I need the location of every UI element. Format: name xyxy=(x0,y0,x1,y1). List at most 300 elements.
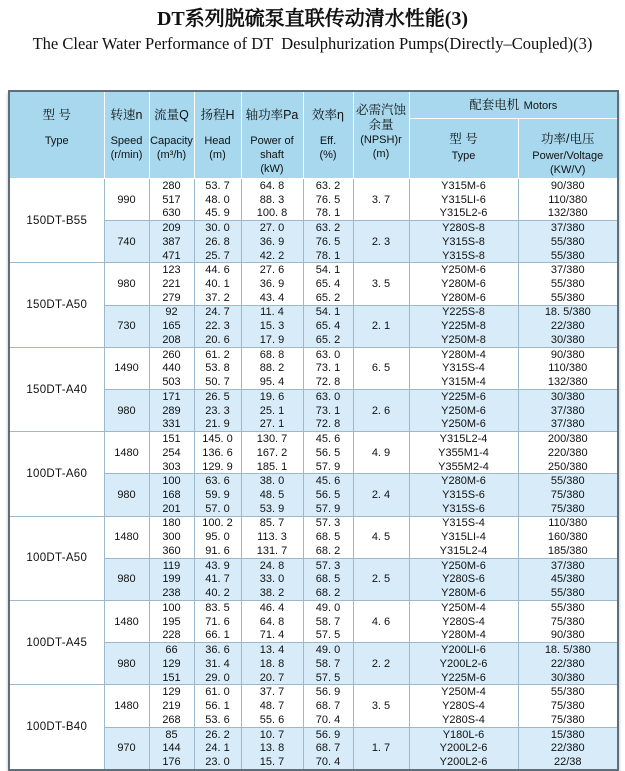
head-cell: 53. 6 xyxy=(194,713,241,727)
eff-cell: 45. 6 xyxy=(303,474,353,488)
shaft-power-cell: 85. 7 xyxy=(241,516,303,530)
head-cell: 53. 7 xyxy=(194,179,241,193)
head-cell: 23. 0 xyxy=(194,755,241,770)
motor-type-cell: Y250M-4 xyxy=(409,601,518,615)
shaft-power-cell: 27. 6 xyxy=(241,263,303,277)
eff-cell: 49. 0 xyxy=(303,601,353,615)
head-cell: 136. 6 xyxy=(194,446,241,460)
col-header-shaft-power-en3: (kW) xyxy=(260,163,284,175)
capacity-cell: 100 xyxy=(149,601,194,615)
motor-power-cell: 18. 5/380 xyxy=(518,305,618,319)
head-cell: 59. 9 xyxy=(194,488,241,502)
col-header-head xyxy=(194,91,241,179)
npsh-cell: 4. 5 xyxy=(353,516,409,558)
shaft-power-cell: 13. 4 xyxy=(241,643,303,657)
motor-type-cell: Y355M1-4 xyxy=(409,446,518,460)
eff-cell: 57. 9 xyxy=(303,460,353,474)
motor-type-cell: Y250M-6 xyxy=(409,417,518,431)
col-header-shaft-power-cn: 轴功率Pa xyxy=(245,108,299,122)
eff-cell: 65. 4 xyxy=(303,319,353,333)
head-cell: 26. 8 xyxy=(194,235,241,249)
motor-power-cell: 75/380 xyxy=(518,699,618,713)
table-row xyxy=(9,347,618,361)
eff-cell: 63. 0 xyxy=(303,347,353,361)
head-cell: 24. 7 xyxy=(194,305,241,319)
eff-cell: 68. 5 xyxy=(303,530,353,544)
capacity-cell: 151 xyxy=(149,432,194,446)
col-header-eff-en1: Eff. xyxy=(319,135,337,147)
motor-power-cell: 30/380 xyxy=(518,390,618,404)
motor-type-cell: Y315S-4 xyxy=(409,362,518,376)
npsh-cell: 4. 6 xyxy=(353,601,409,643)
motor-power-cell: 37/380 xyxy=(518,221,618,235)
head-cell: 45. 9 xyxy=(194,206,241,220)
eff-cell: 73. 1 xyxy=(303,362,353,376)
capacity-cell: 208 xyxy=(149,333,194,347)
shaft-power-cell: 88. 2 xyxy=(241,362,303,376)
motor-type-cell: Y315M-6 xyxy=(409,179,518,193)
shaft-power-cell: 24. 8 xyxy=(241,558,303,572)
col-header-head-en1: Head xyxy=(204,135,231,147)
col-header-motor-type xyxy=(409,119,518,179)
motor-type-cell: Y250M-6 xyxy=(409,558,518,572)
motor-type-cell: Y280M-6 xyxy=(409,586,518,600)
capacity-cell: 176 xyxy=(149,755,194,770)
capacity-cell: 66 xyxy=(149,643,194,657)
motor-power-cell: 37/380 xyxy=(518,417,618,431)
capacity-cell: 201 xyxy=(149,502,194,516)
motor-type-cell: Y355M2-4 xyxy=(409,460,518,474)
eff-cell: 54. 1 xyxy=(303,263,353,277)
shaft-power-cell: 64. 8 xyxy=(241,179,303,193)
capacity-cell: 440 xyxy=(149,362,194,376)
head-cell: 22. 3 xyxy=(194,319,241,333)
motor-power-cell: 55/380 xyxy=(518,291,618,305)
capacity-cell: 503 xyxy=(149,375,194,389)
motor-type-cell: Y280M-4 xyxy=(409,347,518,361)
speed-cell: 1480 xyxy=(104,601,149,643)
capacity-cell: 123 xyxy=(149,263,194,277)
capacity-cell: 387 xyxy=(149,235,194,249)
eff-cell: 68. 2 xyxy=(303,586,353,600)
col-header-capacity xyxy=(149,91,194,179)
eff-cell: 65. 2 xyxy=(303,291,353,305)
motor-type-cell: Y250M-8 xyxy=(409,333,518,347)
eff-cell: 70. 4 xyxy=(303,713,353,727)
motor-type-cell: Y315LI-4 xyxy=(409,530,518,544)
eff-cell: 73. 1 xyxy=(303,404,353,418)
head-cell: 36. 6 xyxy=(194,643,241,657)
col-header-type xyxy=(9,91,104,179)
capacity-cell: 168 xyxy=(149,488,194,502)
motor-power-cell: 22/380 xyxy=(518,657,618,671)
speed-cell: 980 xyxy=(104,390,149,432)
motor-type-cell: Y315L2-4 xyxy=(409,432,518,446)
speed-cell: 730 xyxy=(104,305,149,347)
motor-power-cell: 160/380 xyxy=(518,530,618,544)
head-cell: 37. 2 xyxy=(194,291,241,305)
eff-cell: 63. 0 xyxy=(303,390,353,404)
page-title-en: The Clear Water Performance of DT Desulphurization Pumps(Directly–Coupled)(3) xyxy=(32,34,593,53)
motor-power-cell: 75/380 xyxy=(518,615,618,629)
motor-type-cell: Y315S-8 xyxy=(409,235,518,249)
motor-type-cell: Y225M-8 xyxy=(409,319,518,333)
eff-cell: 68. 7 xyxy=(303,741,353,755)
capacity-cell: 85 xyxy=(149,727,194,741)
shaft-power-cell: 11. 4 xyxy=(241,305,303,319)
col-header-motor-type-cn: 型 号 xyxy=(449,132,478,146)
eff-cell: 57. 9 xyxy=(303,502,353,516)
motor-type-cell: Y280M-6 xyxy=(409,474,518,488)
npsh-cell: 2. 6 xyxy=(353,390,409,432)
shaft-power-cell: 37. 7 xyxy=(241,685,303,699)
motor-type-cell: Y280S-4 xyxy=(409,713,518,727)
pump-type-cell: 100DT-A60 xyxy=(9,432,104,516)
head-cell: 23. 3 xyxy=(194,404,241,418)
col-header-motor-power-en1: Power/Voltage xyxy=(532,150,604,162)
eff-cell: 68. 5 xyxy=(303,573,353,587)
motor-power-cell: 37/380 xyxy=(518,263,618,277)
capacity-cell: 280 xyxy=(149,179,194,193)
eff-cell: 45. 6 xyxy=(303,432,353,446)
capacity-cell: 331 xyxy=(149,417,194,431)
motor-type-cell: Y280S-4 xyxy=(409,699,518,713)
speed-cell: 990 xyxy=(104,179,149,221)
capacity-cell: 219 xyxy=(149,699,194,713)
capacity-cell: 517 xyxy=(149,193,194,207)
motor-power-cell: 30/380 xyxy=(518,333,618,347)
head-cell: 24. 1 xyxy=(194,741,241,755)
motor-type-cell: Y315S-8 xyxy=(409,249,518,263)
shaft-power-cell: 33. 0 xyxy=(241,573,303,587)
eff-cell: 57. 5 xyxy=(303,629,353,643)
col-header-capacity-cn: 流量Q xyxy=(154,108,189,122)
col-header-motor-power xyxy=(518,119,618,179)
shaft-power-cell: 64. 8 xyxy=(241,615,303,629)
motor-type-cell: Y250M-4 xyxy=(409,685,518,699)
eff-cell: 56. 5 xyxy=(303,446,353,460)
col-header-shaft-power xyxy=(241,91,303,179)
motor-type-cell: Y315L2-4 xyxy=(409,544,518,558)
motor-type-cell: Y250M-6 xyxy=(409,263,518,277)
motor-power-cell: 75/380 xyxy=(518,488,618,502)
col-header-motors-cn: 配套电机 xyxy=(469,98,520,112)
head-cell: 83. 5 xyxy=(194,601,241,615)
shaft-power-cell: 15. 7 xyxy=(241,755,303,770)
head-cell: 57. 0 xyxy=(194,502,241,516)
head-cell: 40. 2 xyxy=(194,586,241,600)
motor-power-cell: 45/380 xyxy=(518,573,618,587)
eff-cell: 57. 3 xyxy=(303,558,353,572)
speed-cell: 1490 xyxy=(104,347,149,389)
eff-cell: 70. 4 xyxy=(303,755,353,770)
head-cell: 26. 2 xyxy=(194,727,241,741)
shaft-power-cell: 27. 0 xyxy=(241,221,303,235)
shaft-power-cell: 17. 9 xyxy=(241,333,303,347)
shaft-power-cell: 36. 9 xyxy=(241,235,303,249)
motor-power-cell: 18. 5/380 xyxy=(518,643,618,657)
pump-type-cell: 150DT-B55 xyxy=(9,179,104,263)
table-row xyxy=(9,685,618,699)
head-cell: 29. 0 xyxy=(194,671,241,685)
motor-power-cell: 250/380 xyxy=(518,460,618,474)
motor-type-cell: Y315LI-6 xyxy=(409,193,518,207)
eff-cell: 57. 3 xyxy=(303,516,353,530)
motor-power-cell: 55/380 xyxy=(518,586,618,600)
capacity-cell: 129 xyxy=(149,657,194,671)
motor-power-cell: 110/380 xyxy=(518,516,618,530)
motor-power-cell: 132/380 xyxy=(518,206,618,220)
head-cell: 63. 6 xyxy=(194,474,241,488)
col-header-speed xyxy=(104,91,149,179)
speed-cell: 980 xyxy=(104,558,149,600)
shaft-power-cell: 53. 9 xyxy=(241,502,303,516)
capacity-cell: 279 xyxy=(149,291,194,305)
head-cell: 21. 9 xyxy=(194,417,241,431)
motor-type-cell: Y200L2-6 xyxy=(409,741,518,755)
shaft-power-cell: 13. 8 xyxy=(241,741,303,755)
motor-power-cell: 110/380 xyxy=(518,362,618,376)
eff-cell: 54. 1 xyxy=(303,305,353,319)
shaft-power-cell: 100. 8 xyxy=(241,206,303,220)
shaft-power-cell: 38. 0 xyxy=(241,474,303,488)
eff-cell: 58. 7 xyxy=(303,615,353,629)
motor-power-cell: 90/380 xyxy=(518,629,618,643)
shaft-power-cell: 25. 1 xyxy=(241,404,303,418)
motor-power-cell: 55/380 xyxy=(518,249,618,263)
capacity-cell: 221 xyxy=(149,277,194,291)
eff-cell: 57. 5 xyxy=(303,671,353,685)
eff-cell: 78. 1 xyxy=(303,249,353,263)
shaft-power-cell: 38. 2 xyxy=(241,586,303,600)
motor-power-cell: 220/380 xyxy=(518,446,618,460)
head-cell: 56. 1 xyxy=(194,699,241,713)
capacity-cell: 209 xyxy=(149,221,194,235)
npsh-cell: 3. 5 xyxy=(353,263,409,305)
motor-type-cell: Y315S-6 xyxy=(409,488,518,502)
motor-power-cell: 90/380 xyxy=(518,347,618,361)
motor-type-cell: Y315S-4 xyxy=(409,516,518,530)
head-cell: 53. 8 xyxy=(194,362,241,376)
pump-type-cell: 150DT-A50 xyxy=(9,263,104,347)
eff-cell: 65. 4 xyxy=(303,277,353,291)
motor-power-cell: 55/380 xyxy=(518,235,618,249)
motor-power-cell: 15/380 xyxy=(518,727,618,741)
motor-power-cell: 110/380 xyxy=(518,193,618,207)
head-cell: 44. 6 xyxy=(194,263,241,277)
shaft-power-cell: 20. 7 xyxy=(241,671,303,685)
motor-power-cell: 37/380 xyxy=(518,404,618,418)
motor-power-cell: 55/380 xyxy=(518,277,618,291)
col-header-speed-cn: 转速n xyxy=(110,108,143,122)
head-cell: 20. 6 xyxy=(194,333,241,347)
head-cell: 43. 9 xyxy=(194,558,241,572)
head-cell: 30. 0 xyxy=(194,221,241,235)
motor-power-cell: 22/380 xyxy=(518,741,618,755)
motor-type-cell: Y315L2-6 xyxy=(409,206,518,220)
motor-type-cell: Y315S-6 xyxy=(409,502,518,516)
capacity-cell: 471 xyxy=(149,249,194,263)
motor-power-cell: 132/380 xyxy=(518,375,618,389)
head-cell: 50. 7 xyxy=(194,375,241,389)
speed-cell: 980 xyxy=(104,643,149,685)
table-row xyxy=(9,516,618,530)
col-header-head-cn: 扬程H xyxy=(200,108,235,122)
table-row xyxy=(9,179,618,193)
col-header-head-en2: (m) xyxy=(209,149,226,161)
shaft-power-cell: 48. 7 xyxy=(241,699,303,713)
eff-cell: 58. 7 xyxy=(303,657,353,671)
motor-type-cell: Y315M-4 xyxy=(409,375,518,389)
npsh-cell: 2. 4 xyxy=(353,474,409,516)
shaft-power-cell: 36. 9 xyxy=(241,277,303,291)
head-cell: 26. 5 xyxy=(194,390,241,404)
npsh-cell: 2. 3 xyxy=(353,221,409,263)
motor-type-cell: Y280S-6 xyxy=(409,573,518,587)
col-header-npsh-en1: (NPSH)r xyxy=(360,134,402,146)
col-header-capacity-en1: Capacity xyxy=(150,135,193,147)
speed-cell: 1480 xyxy=(104,432,149,474)
capacity-cell: 129 xyxy=(149,685,194,699)
col-header-eff-cn: 效率η xyxy=(312,108,344,122)
eff-cell: 63. 2 xyxy=(303,221,353,235)
eff-cell: 56. 5 xyxy=(303,488,353,502)
capacity-cell: 254 xyxy=(149,446,194,460)
table-row xyxy=(9,601,618,615)
col-header-speed-en2: (r/min) xyxy=(110,149,143,161)
motor-power-cell: 37/380 xyxy=(518,558,618,572)
pump-type-cell: 100DT-B40 xyxy=(9,685,104,770)
shaft-power-cell: 71. 4 xyxy=(241,629,303,643)
motor-power-cell: 90/380 xyxy=(518,179,618,193)
capacity-cell: 228 xyxy=(149,629,194,643)
npsh-cell: 2. 1 xyxy=(353,305,409,347)
eff-cell: 56. 9 xyxy=(303,727,353,741)
head-cell: 71. 6 xyxy=(194,615,241,629)
speed-cell: 1480 xyxy=(104,516,149,558)
motor-type-cell: Y280M-6 xyxy=(409,277,518,291)
head-cell: 129. 9 xyxy=(194,460,241,474)
motor-type-cell: Y280M-4 xyxy=(409,629,518,643)
eff-cell: 56. 9 xyxy=(303,685,353,699)
col-header-motor-type-en: Type xyxy=(451,150,476,162)
shaft-power-cell: 55. 6 xyxy=(241,713,303,727)
col-header-motor-power-cn: 功率/电压 xyxy=(541,132,595,146)
col-header-npsh-cn2: 余量 xyxy=(368,118,394,132)
capacity-cell: 260 xyxy=(149,347,194,361)
pump-type-cell: 100DT-A45 xyxy=(9,601,104,685)
head-cell: 41. 7 xyxy=(194,573,241,587)
capacity-cell: 180 xyxy=(149,516,194,530)
motor-power-cell: 185/380 xyxy=(518,544,618,558)
motor-type-cell: Y225M-6 xyxy=(409,390,518,404)
shaft-power-cell: 27. 1 xyxy=(241,417,303,431)
pump-type-cell: 100DT-A50 xyxy=(9,516,104,600)
shaft-power-cell: 19. 6 xyxy=(241,390,303,404)
shaft-power-cell: 10. 7 xyxy=(241,727,303,741)
capacity-cell: 165 xyxy=(149,319,194,333)
col-header-motor-power-en2: (KW/V) xyxy=(550,164,586,176)
shaft-power-cell: 42. 2 xyxy=(241,249,303,263)
shaft-power-cell: 18. 8 xyxy=(241,657,303,671)
motor-type-cell: Y200L2-6 xyxy=(409,755,518,770)
npsh-cell: 3. 7 xyxy=(353,179,409,221)
capacity-cell: 92 xyxy=(149,305,194,319)
capacity-cell: 268 xyxy=(149,713,194,727)
head-cell: 66. 1 xyxy=(194,629,241,643)
motor-power-cell: 55/380 xyxy=(518,685,618,699)
col-header-capacity-en2: (m³/h) xyxy=(156,149,187,161)
eff-cell: 63. 2 xyxy=(303,179,353,193)
eff-cell: 68. 2 xyxy=(303,544,353,558)
col-header-shaft-power-en1: Power of xyxy=(250,135,294,147)
npsh-cell: 3. 5 xyxy=(353,685,409,727)
eff-cell: 65. 2 xyxy=(303,333,353,347)
pump-table-body xyxy=(9,179,618,770)
shaft-power-cell: 130. 7 xyxy=(241,432,303,446)
npsh-cell: 1. 7 xyxy=(353,727,409,770)
col-header-npsh-cn1: 必需汽蚀 xyxy=(355,103,406,117)
shaft-power-cell: 185. 1 xyxy=(241,460,303,474)
head-cell: 145. 0 xyxy=(194,432,241,446)
motor-type-cell: Y280S-4 xyxy=(409,615,518,629)
col-header-type-en: Type xyxy=(44,135,69,147)
page-title-cn: DT系列脱硫泵直联传动清水性能(3) xyxy=(156,8,469,30)
capacity-cell: 144 xyxy=(149,741,194,755)
shaft-power-cell: 95. 4 xyxy=(241,375,303,389)
head-cell: 48. 0 xyxy=(194,193,241,207)
eff-cell: 78. 1 xyxy=(303,206,353,220)
head-cell: 25. 7 xyxy=(194,249,241,263)
motor-power-cell: 55/380 xyxy=(518,601,618,615)
head-cell: 61. 2 xyxy=(194,347,241,361)
col-header-npsh-en2: (m) xyxy=(372,148,390,160)
shaft-power-cell: 88. 3 xyxy=(241,193,303,207)
npsh-cell: 6. 5 xyxy=(353,347,409,389)
motor-type-cell: Y280S-8 xyxy=(409,221,518,235)
head-cell: 95. 0 xyxy=(194,530,241,544)
capacity-cell: 195 xyxy=(149,615,194,629)
shaft-power-cell: 68. 8 xyxy=(241,347,303,361)
col-header-motors xyxy=(409,91,618,119)
capacity-cell: 100 xyxy=(149,474,194,488)
capacity-cell: 151 xyxy=(149,671,194,685)
speed-cell: 980 xyxy=(104,263,149,305)
capacity-cell: 289 xyxy=(149,404,194,418)
head-cell: 100. 2 xyxy=(194,516,241,530)
shaft-power-cell: 131. 7 xyxy=(241,544,303,558)
col-header-motors-en: Motors xyxy=(523,100,558,112)
capacity-cell: 199 xyxy=(149,573,194,587)
shaft-power-cell: 15. 3 xyxy=(241,319,303,333)
motor-power-cell: 75/380 xyxy=(518,502,618,516)
capacity-cell: 238 xyxy=(149,586,194,600)
shaft-power-cell: 113. 3 xyxy=(241,530,303,544)
motor-type-cell: Y225M-6 xyxy=(409,671,518,685)
col-header-eff xyxy=(303,91,353,179)
speed-cell: 970 xyxy=(104,727,149,770)
eff-cell: 76. 5 xyxy=(303,193,353,207)
speed-cell: 980 xyxy=(104,474,149,516)
table-row xyxy=(9,263,618,277)
motor-power-cell: 200/380 xyxy=(518,432,618,446)
motor-power-cell: 22/38 xyxy=(518,755,618,770)
motor-type-cell: Y180L-6 xyxy=(409,727,518,741)
col-header-npsh xyxy=(353,91,409,179)
capacity-cell: 171 xyxy=(149,390,194,404)
motor-power-cell: 22/380 xyxy=(518,319,618,333)
motor-power-cell: 75/380 xyxy=(518,713,618,727)
